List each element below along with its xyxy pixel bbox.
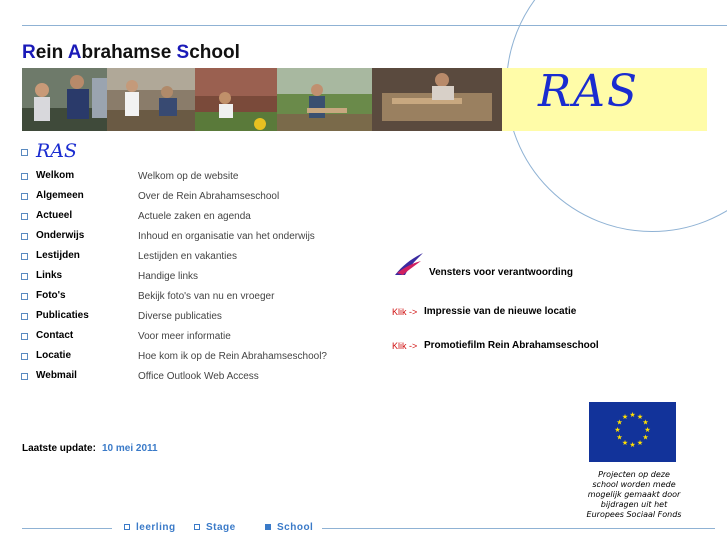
nav-locatie-description: Hoe kom ik op de Rein Abrahamseschool? (138, 351, 327, 362)
banner-photo-3 (195, 68, 277, 131)
bullet-icon (21, 213, 28, 220)
banner-photo-2 (107, 68, 195, 131)
nav-onderwijs[interactable]: Onderwijs (36, 230, 85, 241)
nav-algemeen[interactable]: Algemeen (36, 190, 84, 201)
bullet-icon (21, 333, 28, 340)
nav-publicaties-description: Diverse publicaties (138, 311, 222, 322)
nav-webmail[interactable]: Webmail (36, 370, 77, 381)
svg-text:★: ★ (644, 426, 651, 434)
photo-banner (22, 68, 502, 131)
nav-lestijden[interactable]: Lestijden (36, 250, 80, 261)
nav-locatie[interactable]: Locatie (36, 350, 72, 361)
bullet-icon (21, 293, 28, 300)
eu-caption-line: mogelijk gemaakt door (587, 490, 681, 499)
bullet-icon (21, 353, 28, 360)
vensters-swoosh-icon[interactable] (393, 251, 425, 277)
nav-actueel[interactable]: Actueel (36, 210, 73, 221)
bullet-icon (21, 253, 28, 260)
svg-text:★: ★ (616, 418, 623, 427)
footer-nav-leerling[interactable]: leerling (124, 522, 176, 533)
last-update-label: Laatste update: (22, 443, 96, 454)
svg-text:★: ★ (636, 413, 644, 421)
nav-welkom[interactable]: Welkom (36, 170, 75, 181)
bullet-icon (21, 373, 28, 380)
bullet-icon (21, 173, 28, 180)
nav-webmail-description: Office Outlook Web Access (138, 371, 259, 382)
promotiefilm-link[interactable]: Promotiefilm Rein Abrahamseschool (424, 340, 599, 351)
bullet-icon (124, 524, 130, 530)
nav-algemeen-description: Over de Rein Abrahamseschool (138, 191, 280, 202)
bullet-icon (21, 233, 28, 240)
nav-links-description: Handige links (138, 271, 199, 282)
banner-photo-4 (277, 68, 372, 131)
nav-links[interactable]: Links (36, 270, 63, 281)
svg-text:★: ★ (629, 441, 636, 449)
svg-text:★: ★ (621, 439, 629, 447)
last-update-date: 10 mei 2011 (102, 443, 158, 454)
eu-flag-icon (589, 402, 676, 462)
page-title: Rein Abrahamse School (22, 42, 240, 63)
nav-contact[interactable]: Contact (36, 330, 74, 341)
footer-divider-left (22, 528, 112, 529)
bullet-icon (21, 273, 28, 280)
nav-actueel-description: Actuele zaken en agenda (138, 211, 251, 222)
small-school-logo: RAS (36, 140, 78, 162)
svg-text:★: ★ (629, 411, 636, 419)
svg-text:★: ★ (621, 413, 629, 421)
klik-prefix: Klik -> (392, 341, 418, 351)
svg-text:★: ★ (616, 433, 623, 442)
footer-nav-stage[interactable]: Stage (194, 522, 236, 533)
footer-divider-right (322, 528, 715, 529)
footer-nav-school[interactable]: School (265, 522, 313, 533)
nav-contact-description: Voor meer informatie (138, 331, 231, 342)
svg-text:★: ★ (642, 433, 649, 442)
bullet-icon (194, 524, 200, 530)
bullet-icon (21, 313, 28, 320)
nav-onderwijs-description: Inhoud en organisatie van het onderwijs (138, 231, 315, 242)
nav-welkom-description: Welkom op de website (138, 171, 239, 182)
bullet-icon (21, 149, 28, 156)
nav-lestijden-description: Lestijden en vakanties (138, 251, 237, 262)
svg-text:★: ★ (614, 426, 621, 434)
school-logo: RAS (538, 66, 640, 117)
svg-text:★: ★ (642, 418, 649, 427)
impressie-link[interactable]: Impressie van de nieuwe locatie (424, 306, 577, 317)
eu-caption-line: Europees Sociaal Fonds (586, 510, 682, 519)
vensters-link[interactable]: Vensters voor verantwoording (429, 267, 573, 278)
nav-fotos-description: Bekijk foto's van nu en vroeger (138, 291, 275, 302)
nav-publicaties[interactable]: Publicaties (36, 310, 89, 321)
banner-photo-1 (22, 68, 107, 131)
klik-prefix: Klik -> (392, 307, 418, 317)
eu-caption-line: bijdragen uit het (600, 500, 668, 509)
banner-photo-5 (372, 68, 502, 131)
bullet-icon (21, 193, 28, 200)
eu-caption-line: school worden mede (592, 480, 676, 489)
nav-fotos[interactable]: Foto's (36, 290, 66, 301)
eu-caption-line: Projecten op deze (598, 470, 670, 479)
eu-caption (572, 470, 696, 520)
svg-text:★: ★ (636, 439, 644, 447)
bullet-icon (265, 524, 271, 530)
